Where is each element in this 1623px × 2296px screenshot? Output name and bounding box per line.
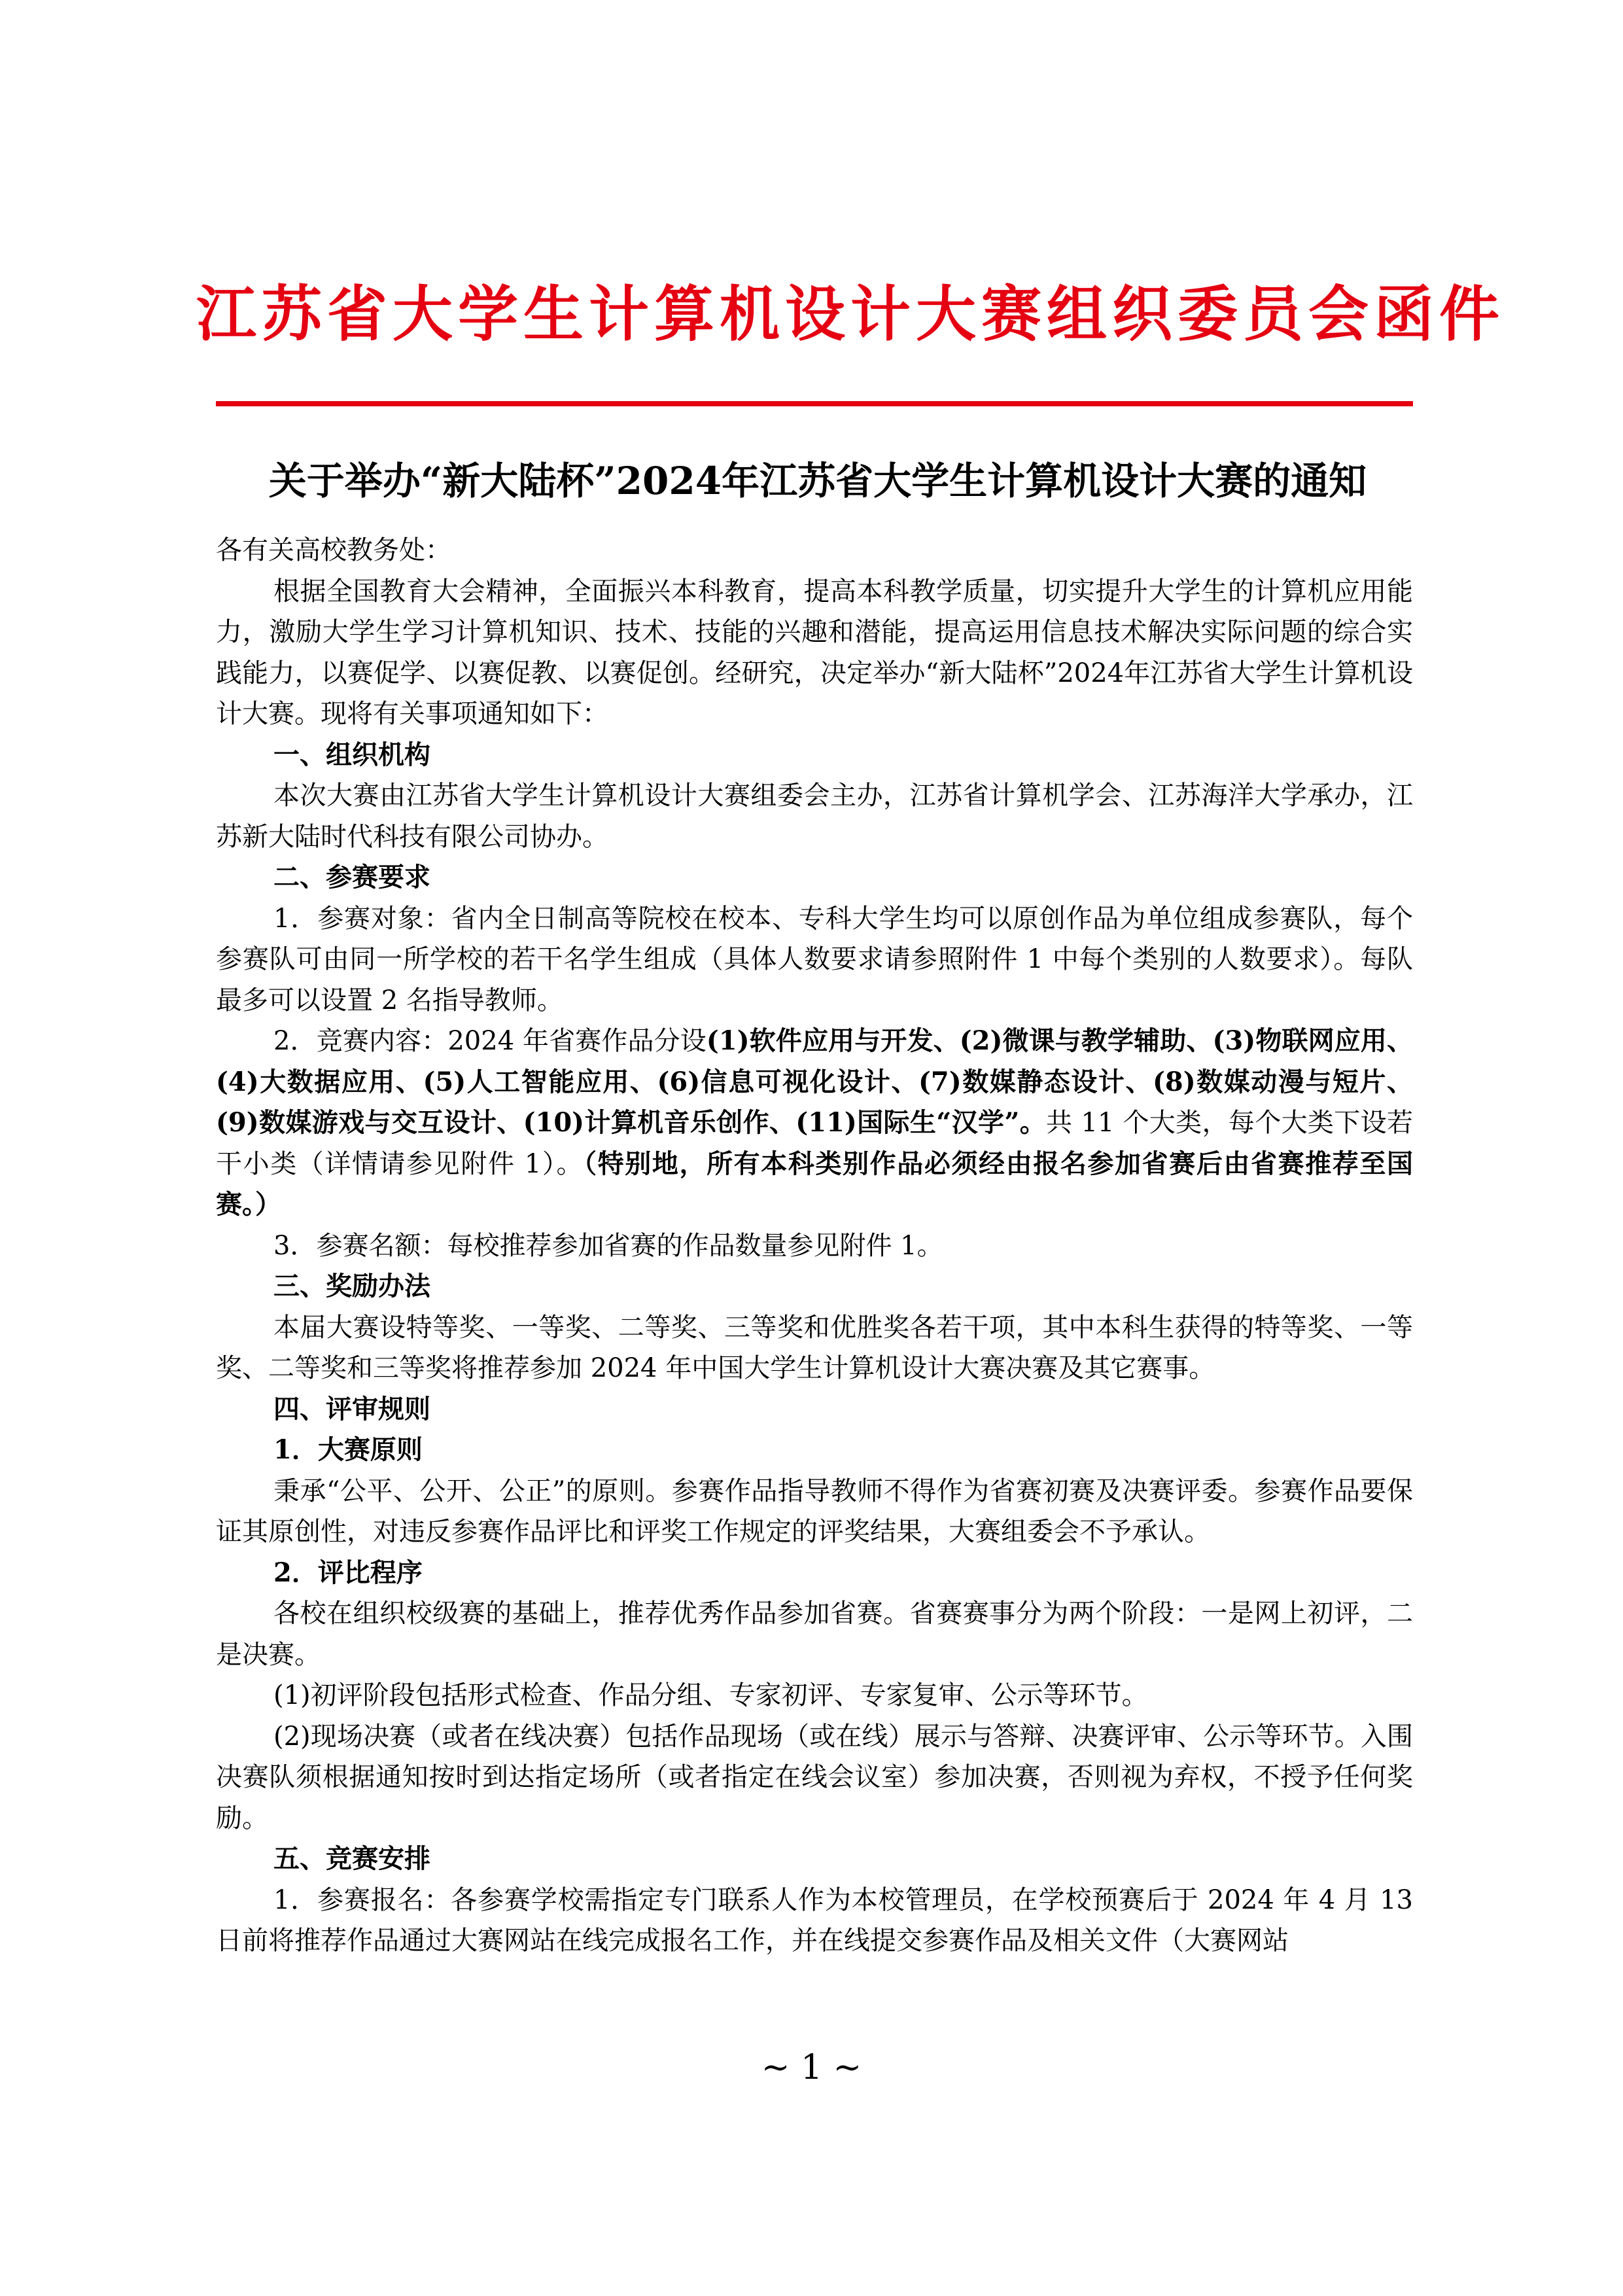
section-heading-requirements: 二、参赛要求 xyxy=(273,862,430,892)
organization-paragraph: 本次大赛由江苏省大学生计算机设计大赛组委会主办，江苏省计算机学会、江苏海洋大学承办，江苏新大陆时代科技有限公司协办。 xyxy=(216,781,1413,852)
contest-content-lead: 2．竞赛内容：2024 年省赛作品分设 xyxy=(273,1026,707,1056)
registration-paragraph: 1．参赛报名：各参赛学校需指定专门联系人作为本校管理员，在学校预赛后于 2024 年 4 月 13 日前将推荐作品通过大赛网站在线完成报名工作，并在线提交参赛作品及相关文件（大赛网站 xyxy=(216,1884,1413,1956)
subheading-procedure: 2．评比程序 xyxy=(273,1557,423,1588)
section-heading-review: 四、评审规则 xyxy=(273,1393,430,1424)
letterhead-red-rule xyxy=(216,401,1413,406)
procedure-item-1: (1)初评阶段包括形式检查、作品分组、专家初评、专家复审、公示等环节。 xyxy=(273,1680,1148,1710)
document-body xyxy=(216,530,1413,1962)
subheading-principles: 1．大赛原则 xyxy=(273,1434,423,1465)
document-title: 关于举办“新大陆杯”2024年江苏省大学生计算机设计大赛的通知 xyxy=(268,459,1367,503)
salutation: 各有关高校教务处： xyxy=(216,535,451,565)
participants-paragraph: 1．参赛对象：省内全日制高等院校在校本、专科大学生均可以原创作品为单位组成参赛队，每个参赛队可由同一所学校的若干名学生组成（具体人数要求请参照附件 1 中每个类别的人数要求）。每队最多可以设置 2 名指导教师。 xyxy=(216,903,1413,1016)
section-heading-schedule: 五、竞赛安排 xyxy=(273,1843,430,1874)
page-number: ~ 1 ~ xyxy=(761,2048,862,2087)
contest-content-note: （特别地，所有本科类别作品必须经由报名参加省赛后由省赛推荐至国赛。） xyxy=(216,1148,1413,1220)
contest-content-middle: 共 11 个大类，每个大类下设若干小类（详情请参见附件 1）。 xyxy=(216,1108,1413,1179)
contest-content-paragraph xyxy=(216,1021,1413,1226)
procedure-item-2: (2)现场决赛（或者在线决赛）包括作品现场（或在线）展示与答辩、决赛评审、公示等环节。入围决赛队须根据通知按时到达指定场所（或者指定在线会议室）参加决赛，否则视为弃权，不授予任何奖励。 xyxy=(216,1721,1413,1833)
intro-paragraph: 根据全国教育大会精神，全面振兴本科教育，提高本科教学质量，切实提升大学生的计算机应用能力，激励大学生学习计算机知识、技术、技能的兴趣和潜能，提高运用信息技术解决实际问题的综合实践能力，以赛促学、以赛促教、以赛促创。经研究，决定举办“新大陆杯”2024年江苏省大学生计算机设计大赛。现将有关事项通知如下： xyxy=(216,576,1413,729)
category-list: (1)软件应用与开发、(2)微课与教学辅助、(3)物联网应用、(4)大数据应用、(5)人工智能应用、(6)信息可视化设计、(7)数媒静态设计、(8)数媒动漫与短片、(9)数媒游戏与交互设计、(10)计算机音乐创作、(11)国际生“汉学”。 xyxy=(216,1025,1413,1138)
section-heading-awards: 三、奖励办法 xyxy=(273,1271,430,1301)
awards-paragraph: 本届大赛设特等奖、一等奖、二等奖、三等奖和优胜奖各若干项，其中本科生获得的特等奖、一等奖、二等奖和三等奖将推荐参加 2024 年中国大学生计算机设计大赛决赛及其它赛事。 xyxy=(216,1312,1413,1383)
section-heading-organization: 一、组织机构 xyxy=(273,739,430,770)
procedure-paragraph: 各校在组织校级赛的基础上，推荐优秀作品参加省赛。省赛赛事分为两个阶段：一是网上初评，二是决赛。 xyxy=(216,1598,1413,1670)
principles-paragraph: 秉承“公平、公开、公正”的原则。参赛作品指导教师不得作为省赛初赛及决赛评委。参赛作品要保证其原创性，对违反参赛作品评比和评奖工作规定的评奖结果，大赛组委会不予承认。 xyxy=(216,1475,1413,1547)
letterhead-title: 江苏省大学生计算机设计大赛组织委员会函件 xyxy=(196,279,1505,349)
quota-paragraph: 3．参赛名额：每校推荐参加省赛的作品数量参见附件 1。 xyxy=(273,1230,943,1261)
